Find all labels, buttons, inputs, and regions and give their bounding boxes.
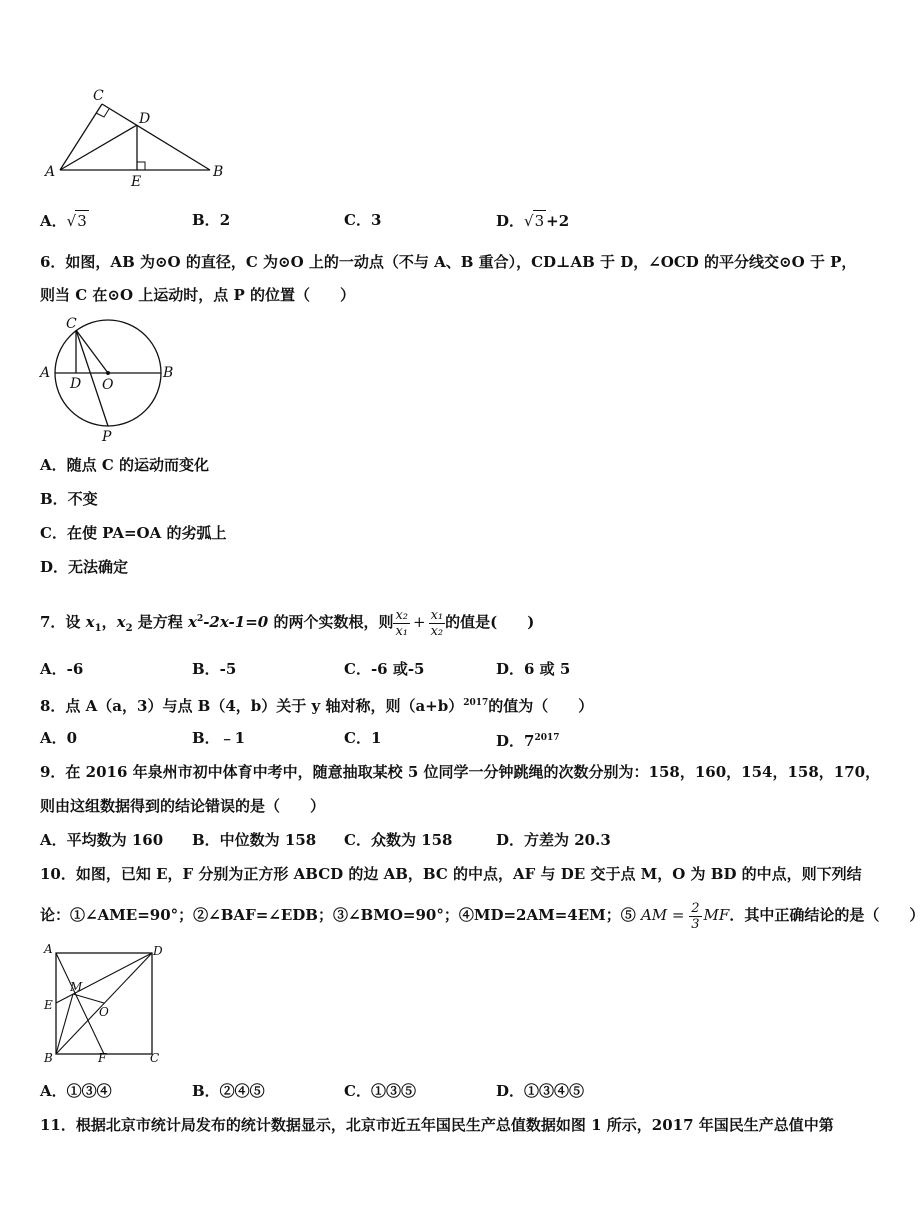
option-text: 3 <box>370 211 382 229</box>
q10-option-a[interactable]: A．①③④ <box>40 1082 112 1100</box>
q6-line2: 则当 C 在⊙O 上运动时，点 P 的位置（ ） <box>40 286 355 304</box>
var: x <box>187 613 197 631</box>
label-m: M <box>70 980 83 994</box>
q5-option-b[interactable] <box>192 210 230 230</box>
q10-option-c[interactable]: C．①③⑤ <box>344 1082 416 1100</box>
numerator: x₂ <box>395 607 408 623</box>
option-suffix: +2 <box>546 212 570 230</box>
sqrt-sign: √ <box>524 212 534 230</box>
q7-option-d[interactable]: D．6 或 5 <box>496 660 571 678</box>
option-letter: A． <box>40 212 67 230</box>
math: AM = <box>640 906 690 924</box>
label-e: E <box>131 174 142 190</box>
q5-option-a[interactable] <box>40 210 89 231</box>
denominator: x₂ <box>430 623 444 639</box>
q9-line1: 9．在 2016 年泉州市初中体育中考中，随意抽取某校 5 位同学一分钟跳绳的次数分别为：158，160，154，158，170， <box>40 763 881 781</box>
q7-line <box>40 600 534 648</box>
q8-option-a[interactable]: A．0 <box>40 729 78 747</box>
q8-text: 8．点 A（a，3）与点 B（4，b）关于 y 轴对称，则（a+b） <box>40 697 464 715</box>
var: x <box>85 613 95 631</box>
label-o: O <box>99 1005 109 1019</box>
q9-option-c[interactable]: C．众数为 158 <box>344 831 453 849</box>
label-f: F <box>98 1051 107 1065</box>
denominator: x₁ <box>395 623 408 639</box>
triangle-figure <box>40 82 240 192</box>
superscript: 2 <box>196 614 204 624</box>
label-d: D <box>153 944 163 958</box>
q8-text: 的值为（ ） <box>488 697 594 715</box>
plus-sign: + <box>413 613 426 631</box>
q8-option-b[interactable]: B．﹣1 <box>192 729 246 747</box>
superscript: 2017 <box>534 733 560 743</box>
subscript: 1 <box>94 623 102 634</box>
label-a: A <box>40 365 51 381</box>
q10-option-d[interactable]: D．①③④⑤ <box>496 1082 585 1100</box>
q7-option-c[interactable]: C．-6 或-5 <box>344 660 425 678</box>
option-letter: D． <box>496 212 525 230</box>
label-c: C <box>93 88 104 104</box>
q11-line1: 11．根据北京市统计局发布的统计数据显示，北京市近五年国民生产总值数据如图 1 所示，2017 年国民生产总值中第 <box>40 1116 834 1134</box>
q6-line1: 6．如图，AB 为⊙O 的直径，C 为⊙O 上的一动点（不与 A、B 重合），CD⊥AB 于 D，∠OCD 的平分线交⊙O 于 P， <box>40 253 857 271</box>
label-b: B <box>44 1051 53 1065</box>
q8-line <box>40 693 593 716</box>
q5-option-d[interactable] <box>496 210 569 231</box>
q8-option-c[interactable]: C．1 <box>344 729 382 747</box>
q10-line1: 10．如图，已知 E，F 分别为正方形 ABCD 的边 AB，BC 的中点，AF 与 DE 交于点 M，O 为 BD 的中点，则下列结 <box>40 865 862 883</box>
q10-option-b[interactable]: B．②④⑤ <box>192 1082 265 1100</box>
q7-text: 是方程 <box>132 613 188 631</box>
q6-option-d[interactable]: D．无法确定 <box>40 558 129 576</box>
sqrt-sign: √ <box>66 212 77 230</box>
q5-option-c[interactable] <box>344 210 381 230</box>
numerator: x₁ <box>430 607 444 623</box>
option-letter: B． <box>192 211 220 229</box>
sqrt-value: 3 <box>534 212 545 230</box>
label-d: D <box>70 376 82 392</box>
q7-text: ， <box>101 613 117 631</box>
q9-option-b[interactable]: B．中位数为 158 <box>192 831 317 849</box>
q7-option-b[interactable]: B．-5 <box>192 660 237 678</box>
sqrt-value: 3 <box>77 212 87 230</box>
q9-option-a[interactable]: A．平均数为 160 <box>40 831 164 849</box>
q9-line2: 则由这组数据得到的结论错误的是（ ） <box>40 797 326 815</box>
label-b: B <box>163 365 174 381</box>
numerator: 2 <box>691 900 700 916</box>
q6-option-b[interactable]: B．不变 <box>40 490 98 508</box>
option-letter: C． <box>344 211 371 229</box>
q7-text: 7．设 <box>40 613 86 631</box>
subscript: 2 <box>125 623 133 634</box>
q6-option-a[interactable]: A．随点 C 的运动而变化 <box>40 456 210 474</box>
q8-option-d[interactable] <box>496 728 560 751</box>
q7-option-a[interactable]: A．-6 <box>40 660 84 678</box>
fraction <box>393 608 410 639</box>
fraction <box>429 608 446 639</box>
label-c: C <box>150 1051 160 1065</box>
label-d: D <box>139 111 151 127</box>
q6-option-c[interactable]: C．在使 PA=OA 的劣弧上 <box>40 524 227 542</box>
fraction <box>689 901 701 932</box>
option-text: D．7 <box>496 732 535 750</box>
square-figure <box>38 940 168 1070</box>
option-text: 2 <box>219 211 231 229</box>
label-c: C <box>66 316 77 332</box>
q10-text: ．其中正确结论的是（ ） <box>729 906 924 924</box>
var: x <box>116 613 126 631</box>
denominator: 3 <box>691 916 700 932</box>
label-a: A <box>44 942 53 956</box>
math: MF <box>703 906 730 924</box>
q7-text: 的两个实数根，则 <box>268 613 394 631</box>
q9-option-d[interactable]: D．方差为 20.3 <box>496 831 611 849</box>
label-e: E <box>44 998 53 1012</box>
circle-figure <box>38 313 188 445</box>
q10-line2 <box>40 896 924 934</box>
label-o: O <box>102 377 114 393</box>
label-b: B <box>213 164 224 180</box>
label-a: A <box>45 164 56 180</box>
q10-text: 论：①∠AME=90°；②∠BAF=∠EDB；③∠BMO=90°；④MD=2AM=4EM；⑤ <box>40 906 641 924</box>
q7-text: 的值是( ) <box>445 613 535 631</box>
superscript: 2017 <box>463 698 489 708</box>
equation: -2x-1=0 <box>203 613 269 631</box>
label-p: P <box>102 429 112 445</box>
